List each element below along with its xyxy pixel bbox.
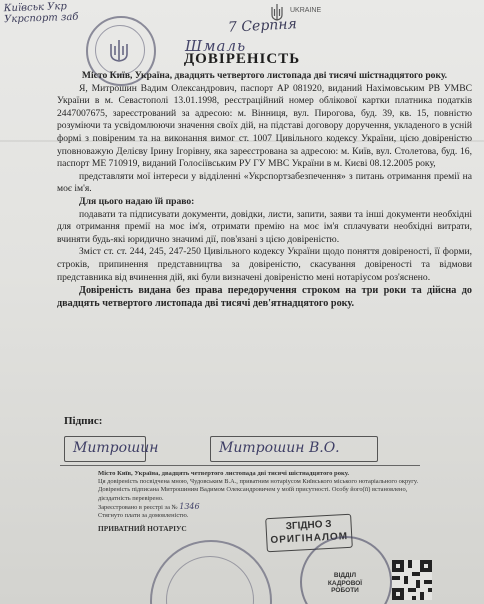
document-body [57, 70, 472, 310]
dept-line-1: ВІДДІЛ [333, 572, 357, 579]
signature-short: Митрошин [73, 440, 159, 456]
handwritten-line-2: Укрспорт заб [4, 11, 79, 26]
paragraph-validity: Довіреність видана без права передоручення строком на три роки та дійсна до двадцять четвертого листопада дві тисячі дев'ятнадцятого року. [57, 285, 472, 310]
divider [60, 465, 420, 466]
handwritten-note-top-left [4, 1, 79, 26]
signature-box-short [64, 436, 159, 462]
signature-box-full [210, 436, 378, 462]
handwritten-line-1: Київськ Укр [3, 1, 67, 15]
notary-signed-note: Довіреність підписана Митрошиним Вадимом Олександровичем у моїй присутності. Особу його(її) встановлено, дієздатність перевірено. [98, 486, 408, 502]
signature-label: Підпис: [64, 415, 103, 427]
notary-register-line [98, 503, 438, 512]
paragraph-principal: Я, Митрошин Вадим Олександрович, паспорт АР 081920, виданий Нахімовським РВ УМВС України в м. Севастополі 13.01.1998, реєстраційний номер облікової картки платника податків 2447007675, зареєстрований за адресою: м. Вінниця, вул. Пирогова, буд. 39, кв. 15, повністю розуміючи та усвідомлюючи значення своїх дій, на підставі договору доручення, укладеного в усній формі з повіреним та на виконання вимог ст. 1007 Цивільного кодексу України, цією довіреністю уповноважую Делієву Ірину Ігорівну, яка зареєстрована за адресою: м. Київ, вул. Столетова, буд. 16, паспорт МЕ 710919, виданий Голосіївським РУ ГУ МВС України в м. Києві 08.12.2005 року, [57, 82, 472, 170]
trident-emblem-icon [270, 3, 284, 23]
notary-seal-bottom [150, 540, 272, 604]
handwritten-date: 7 Серпня [227, 16, 298, 36]
document-title: ДОВІРЕНІСТЬ [183, 51, 301, 67]
copy-stamp-line-1: ЗГІДНО З [285, 518, 332, 533]
signature-full: Митрошин В.О. [219, 440, 340, 456]
notary-title: ПРИВАТНИЙ НОТАРІУС [98, 524, 187, 534]
dept-line-3: РОБОТИ [331, 587, 359, 594]
copy-stamp-line-2: ОРИГІНАЛОМ [270, 530, 349, 547]
paragraph-rights: подавати та підписувати документи, довідки, листи, запити, заяви та інші документи необхідні для отримання премії на моє ім'я, отримати премію на моє ім'я сплачувати необхідні витрати, вчиняти будь-які юридично значимі дії, пов'язані з цією довіреністю. [57, 208, 472, 245]
paragraph-law: Зміст ст. ст. 244, 245, 247-250 Цивільного кодексу України щодо поняття довіреності, її форми, строків, припинення представництва за довіреністю, скасування довіреності та відмови представника від вчинення дій, які були визначені довіреністю мені нотаріусом роз'яснено. [57, 246, 472, 283]
department-seal-text [322, 572, 368, 595]
grant-heading: Для цього надаю їй право: [79, 195, 195, 207]
register-label: Зареєстровано в реєстрі за № [98, 503, 178, 511]
dept-line-2: КАДРОВОЇ [327, 579, 363, 587]
register-number: 1346 [179, 501, 200, 511]
notary-certified-by: Ця довіреність посвідчена мною, Чудовським В.А., приватним нотаріусом Київського міського нотаріального округу. [98, 478, 419, 486]
notary-fee-line: Стягнуто плати за домовленістю. [98, 512, 189, 520]
place-date-line: Місто Київ, Україна, двадцять четвертого листопада дві тисячі шістнадцятого року. [81, 70, 448, 81]
notary-place-date: Місто Київ, Україна, двадцять четвертого листопада дві тисячі шістнадцятого року. [98, 470, 349, 477]
country-mark: UKRAINE [290, 7, 322, 14]
paragraph-authority: представляти мої інтереси у відділенні «Укрспортзабезпечення» з питань отримання премії на моє ім'я. [57, 170, 472, 195]
top-signature: Шмаль [185, 37, 247, 55]
qr-code-icon [392, 560, 432, 600]
